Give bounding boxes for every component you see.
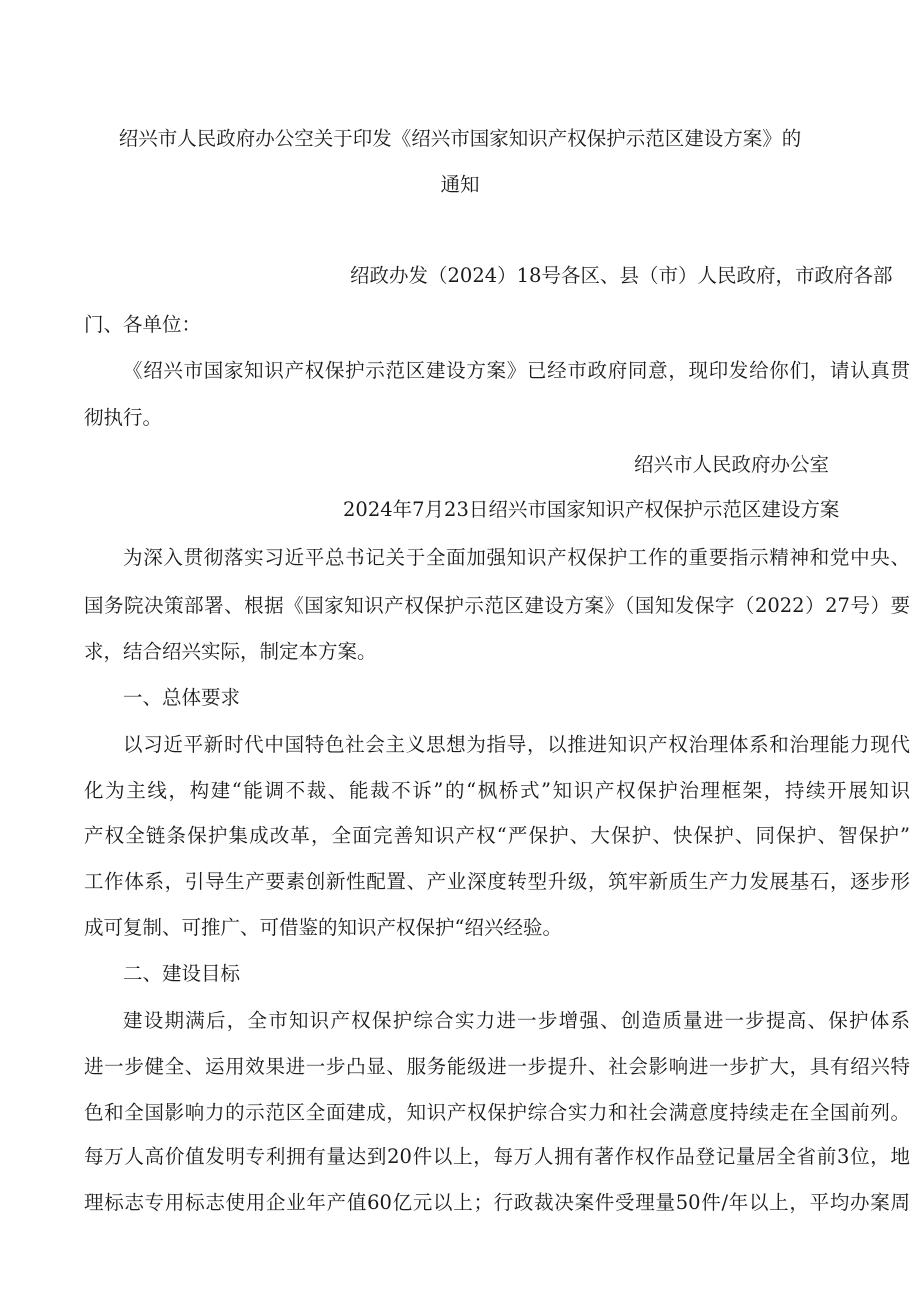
section-2-paragraph-line: 色和全国影响力的示范区全面建成，知识产权保护综合实力和社会满意度持续走在全国前列。 xyxy=(84,1101,910,1124)
issue-date-and-plan-title: 2024年7月23日绍兴市国家知识产权保护示范区建设方案 xyxy=(343,498,840,521)
notice-body-line-2: 彻执行。 xyxy=(84,406,163,429)
document-title-line-2: 通知 xyxy=(440,173,480,196)
recipients-continued: 门、各单位： xyxy=(84,313,202,336)
intro-paragraph-line: 国务院决策部署、根据《国家知识产权保护示范区建设方案》（国知发保字（2022）27号）要 xyxy=(84,594,910,617)
intro-paragraph-line: 求，结合绍兴实际，制定本方案。 xyxy=(84,640,377,663)
section-2-heading: 二、建设目标 xyxy=(123,962,241,985)
section-1-paragraph-line: 工作体系，引导生产要素创新性配置、产业深度转型升级，筑牢新质生产力发展基石，逐步形 xyxy=(84,870,910,893)
section-1-paragraph-line: 成可复制、可推广、可借鉴的知识产权保护“绍兴经验。 xyxy=(84,916,562,939)
document-title-line-1: 绍兴市人民政府办公空关于印发《绍兴市国家知识产权保护示范区建设方案》的 xyxy=(118,127,802,150)
notice-body-line-1: 《绍兴市国家知识产权保护示范区建设方案》已经市政府同意，现印发给你们，请认真贯 xyxy=(123,359,910,382)
issuer-signature: 绍兴市人民政府办公室 xyxy=(634,453,830,476)
section-1-paragraph-line: 化为主线，构建“能调不裁、能裁不诉”的“枫桥式”知识产权保护治理框架，持续开展知识 xyxy=(84,779,910,802)
intro-paragraph-line: 为深入贯彻落实习近平总书记关于全面加强知识产权保护工作的重要指示精神和党中央、 xyxy=(123,546,910,569)
section-2-paragraph-line: 每万人高价值发明专利拥有量达到20件以上，每万人拥有著作权作品登记量居全省前3位，地 xyxy=(84,1145,910,1168)
section-1-paragraph-line: 以习近平新时代中国特色社会主义思想为指导，以推进知识产权治理体系和治理能力现代 xyxy=(123,733,910,756)
section-2-paragraph-line: 进一步健全、运用效果进一步凸显、服务能级进一步提升、社会影响进一步扩大，具有绍兴特 xyxy=(84,1055,910,1078)
doc-number-and-recipients: 绍政办发（2024）18号各区、县（市）人民政府，市政府各部 xyxy=(350,264,893,287)
section-1-heading: 一、总体要求 xyxy=(123,686,241,709)
section-2-paragraph-line: 理标志专用标志使用企业年产值60亿元以上；行政裁决案件受理量50件/年以上，平均办案周 xyxy=(84,1191,910,1214)
section-2-paragraph-line: 建设期满后，全市知识产权保护综合实力进一步增强、创造质量进一步提高、保护体系 xyxy=(123,1009,910,1032)
section-1-paragraph-line: 产权全链条保护集成改革，全面完善知识产权“严保护、大保护、快保护、同保护、智保护” xyxy=(84,824,910,847)
